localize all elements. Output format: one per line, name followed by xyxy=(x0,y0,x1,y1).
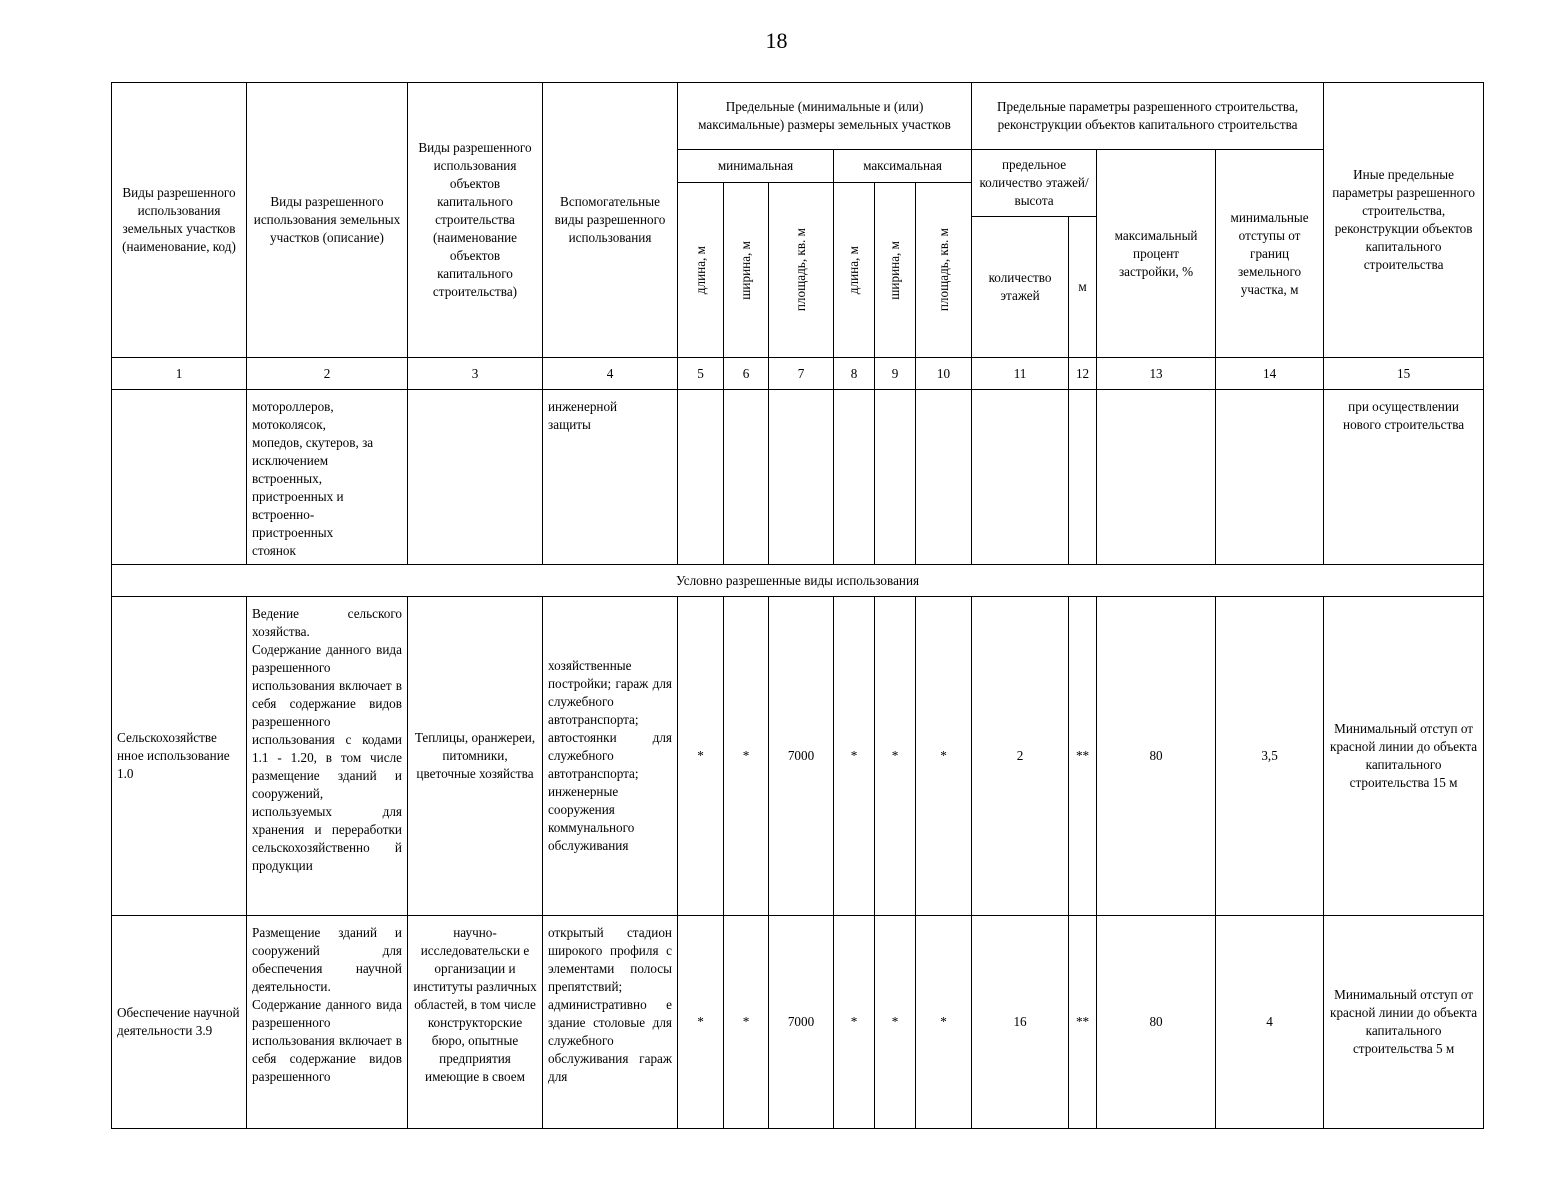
cell-empty xyxy=(408,390,543,565)
header-meters: м xyxy=(1069,217,1097,358)
cell-use-type: Обеспечение научной деятельности 3.9 xyxy=(112,916,247,1129)
page-number: 18 xyxy=(765,28,788,53)
cell-other: Минимальный отступ от красной линии до объекта капитального строительства 5 м xyxy=(1324,916,1484,1129)
header-other: Иные предельные параметры разрешенного строительства, реконструкции объектов капитального строительства xyxy=(1324,83,1484,358)
header-col2: Виды разрешенного использования земельных участков (описание) xyxy=(247,83,408,358)
cell-empty xyxy=(112,390,247,565)
cell-empty xyxy=(972,390,1069,565)
header-plot-sizes: Предельные (минимальные и (или) максимальные) размеры земельных участков xyxy=(678,83,972,150)
header-col1: Виды разрешенного использования земельных участков (наименование, код) xyxy=(112,83,247,358)
column-number: 15 xyxy=(1324,358,1484,390)
cell-floors: 16 xyxy=(972,916,1069,1129)
cell-auxiliary: открытый стадион широкого профиля с элементами полосы препятствий; административно е здание столовые для служебного обслуживания гараж для xyxy=(543,916,678,1129)
cell-description: Ведение сельского хозяйства. Содержание данного вида разрешенного использования включает в себя содержание видов разрешенного использования с кодами 1.1 - 1.20, в том числе размещение зданий и сооружений, используемых для хранения и переработки сельскохозяйственно й продукции xyxy=(247,597,408,916)
cell-use-type: Сельскохозяйстве нное использование 1.0 xyxy=(112,597,247,916)
column-number: 7 xyxy=(769,358,834,390)
cell-max-width: * xyxy=(875,916,916,1129)
cell-empty xyxy=(769,390,834,565)
header-row xyxy=(112,83,1484,150)
cell-empty xyxy=(916,390,972,565)
cell-empty xyxy=(1216,390,1324,565)
cell-auxiliary: инженерной защиты xyxy=(543,390,678,565)
cell-empty xyxy=(875,390,916,565)
header-min-setback: минимальные отступы от границ земельного участка, м xyxy=(1216,150,1324,358)
header-min-width: ширина, м xyxy=(724,183,769,358)
header-col3: Виды разрешенного использования объектов капитального строительства (наименование объектов капитального строительства) xyxy=(408,83,543,358)
cell-other: Минимальный отступ от красной линии до объекта капитального строительства 15 м xyxy=(1324,597,1484,916)
cell-empty xyxy=(724,390,769,565)
header-min: минимальная xyxy=(678,150,834,183)
cell-empty xyxy=(1069,390,1097,565)
table-row xyxy=(112,916,1484,1129)
cell-min-length: * xyxy=(678,597,724,916)
cell-empty xyxy=(834,390,875,565)
cell-max-area: * xyxy=(916,597,972,916)
cell-min-length: * xyxy=(678,916,724,1129)
cell-max-percent: 80 xyxy=(1097,916,1216,1129)
header-col4: Вспомогательные виды разрешенного использования xyxy=(543,83,678,358)
cell-empty xyxy=(678,390,724,565)
cell-description: мотороллеров, мотоколясок, мопедов, скутеров, за исключением встроенных, пристроенных и встроенно- пристроенных стоянок xyxy=(247,390,408,565)
cell-min-area: 7000 xyxy=(769,916,834,1129)
cell-floors: 2 xyxy=(972,597,1069,916)
cell-capital-objects: Теплицы, оранжереи, питомники, цветочные хозяйства xyxy=(408,597,543,916)
cell-height: ** xyxy=(1069,916,1097,1129)
cell-min-area: 7000 xyxy=(769,597,834,916)
header-max-percent: максимальный процент застройки, % xyxy=(1097,150,1216,358)
column-number: 14 xyxy=(1216,358,1324,390)
table-row xyxy=(112,597,1484,916)
column-number: 6 xyxy=(724,358,769,390)
cell-min-width: * xyxy=(724,597,769,916)
cell-empty xyxy=(1097,390,1216,565)
column-number: 5 xyxy=(678,358,724,390)
header-floors: количество этажей xyxy=(972,217,1069,358)
cell-max-length: * xyxy=(834,916,875,1129)
column-number: 9 xyxy=(875,358,916,390)
section-row xyxy=(112,565,1484,597)
column-number: 12 xyxy=(1069,358,1097,390)
header-min-area: площадь, кв. м xyxy=(769,183,834,358)
cell-min-width: * xyxy=(724,916,769,1129)
land-use-table xyxy=(111,82,1484,1129)
cell-capital-objects: научно-исследовательски е организации и институты различных областей, в том числе конструкторские бюро, опытные предприятия имеющие в своем xyxy=(408,916,543,1129)
cell-auxiliary: хозяйственные постройки; гараж для служебного автотранспорта; автостоянки для служебного автотранспорта; инженерные сооружения коммунального обслуживания xyxy=(543,597,678,916)
cell-min-setback: 4 xyxy=(1216,916,1324,1129)
column-number: 3 xyxy=(408,358,543,390)
column-number: 11 xyxy=(972,358,1069,390)
header-max-width: ширина, м xyxy=(875,183,916,358)
header-max-length: длина, м xyxy=(834,183,875,358)
section-title: Условно разрешенные виды использования xyxy=(112,565,1484,597)
column-number: 13 xyxy=(1097,358,1216,390)
cell-max-percent: 80 xyxy=(1097,597,1216,916)
header-build-params: Предельные параметры разрешенного строительства, реконструкции объектов капитального строительства xyxy=(972,83,1324,150)
cell-description: Размещение зданий и сооружений для обеспечения научной деятельности. Содержание данного вида разрешенного использования включает в себя содержание видов разрешенного xyxy=(247,916,408,1129)
header-max: максимальная xyxy=(834,150,972,183)
column-number: 8 xyxy=(834,358,875,390)
cell-min-setback: 3,5 xyxy=(1216,597,1324,916)
cell-max-width: * xyxy=(875,597,916,916)
column-number: 10 xyxy=(916,358,972,390)
cell-other: при осуществлении нового строительства xyxy=(1324,390,1484,565)
column-number: 2 xyxy=(247,358,408,390)
cell-max-area: * xyxy=(916,916,972,1129)
cell-height: ** xyxy=(1069,597,1097,916)
table-row xyxy=(112,390,1484,565)
header-min-length: длина, м xyxy=(678,183,724,358)
cell-max-length: * xyxy=(834,597,875,916)
column-numbers-row xyxy=(112,358,1484,390)
column-number: 1 xyxy=(112,358,247,390)
column-number: 4 xyxy=(543,358,678,390)
header-floors-group: предельное количество этажей/высота xyxy=(972,150,1097,217)
header-max-area: площадь, кв. м xyxy=(916,183,972,358)
